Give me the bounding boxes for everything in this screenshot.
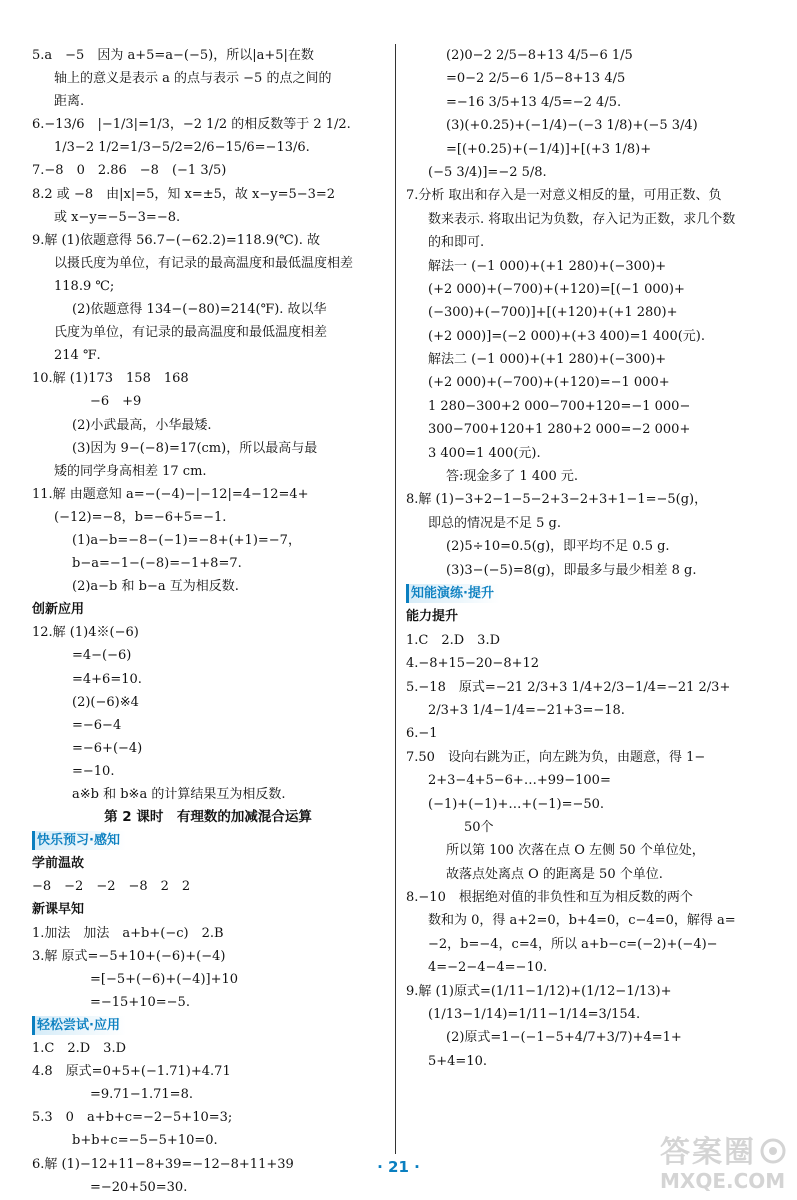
- answer-line: (1)a−b=−8−(−1)=−8+(+1)=−7，: [72, 532, 301, 548]
- answer-line: b+b+c=−5−5+10=0.: [72, 1133, 218, 1149]
- section-banner-label: 快乐预习·感知: [32, 831, 126, 850]
- answer-line: (−5 3/4)]=−2 5/8.: [428, 164, 547, 180]
- answer-line: 故落点处离点 O 的距离是 50 个单位.: [446, 866, 663, 882]
- answer-line: 8.解 (1)−3+2−1−5−2+3−2+3+1−1=−5(g)，: [406, 492, 708, 508]
- column-divider: [395, 44, 396, 1154]
- answer-line: 5.−18 原式=−21 2/3+3 1/4+2/3−1/4=−21 2/3+: [406, 679, 731, 695]
- answer-line: −8 −2 −2 −8 2 2: [32, 879, 191, 895]
- section-banner: [406, 582, 766, 605]
- answer-line: =[(+0.25)+(−1/4)]+[(+3 1/8)+: [446, 141, 652, 157]
- answer-line: (2)依题意得 134−(−80)=214(℉). 故以华: [72, 302, 327, 318]
- answer-line: (+2 000)+(−700)+(+120)=−1 000+: [428, 375, 670, 391]
- answer-line: 9.解 (1)原式=(1/11−1/12)+(1/12−1/13)+: [406, 983, 672, 999]
- answer-line: 118.9 ℃;: [54, 278, 115, 294]
- answer-line: (3)(+0.25)+(−1/4)−(−3 1/8)+(−5 3/4): [446, 118, 698, 134]
- answer-line: 1.C 2.D 3.D: [406, 632, 501, 648]
- answer-line: 氏度为单位，有记录的最高温度和最低温度相差: [54, 325, 328, 341]
- answer-line: 以摄氏度为单位，有记录的最高温度和最低温度相差: [54, 255, 354, 271]
- answer-line: 8.−10 根据绝对值的非负性和互为相反数的两个: [406, 890, 693, 906]
- answer-line: 2/3+3 1/4−1/4=−21+3=−18.: [428, 702, 625, 718]
- answer-line: 214 ℉.: [54, 348, 101, 364]
- answer-line: 5.3 0 a+b+c=−2−5+10=3;: [32, 1110, 233, 1126]
- answer-line: (+2 000)]=(−2 000)+(+3 400)=1 400(元).: [428, 328, 705, 344]
- answer-line: (2)a−b 和 b−a 互为相反数.: [72, 579, 239, 595]
- subsection-heading: 创新应用: [32, 602, 85, 618]
- answer-line: 7.50 设向右跳为正，向左跳为负，由题意，得 1−: [406, 749, 706, 765]
- section-banner-label: 轻松尝试·应用: [32, 1016, 126, 1035]
- answer-line: 1 280−300+2 000−700+120=−1 000−: [428, 398, 691, 414]
- answer-line: (3)3−(−5)=8(g)，即最多与最少相差 8 g.: [446, 562, 697, 578]
- answer-line: 轴上的意义是表示 a 的点与表示 −5 的点之间的: [54, 71, 332, 87]
- section-banner-label: 知能演练·提升: [406, 584, 500, 603]
- answer-line: 6.−13/6 |−1/3|=1/3，−2 1/2 的相反数等于 2 1/2.: [32, 117, 351, 133]
- answer-line: (2)5÷10=0.5(g)，即平均不足 0.5 g.: [446, 539, 670, 555]
- answer-line: 答:现金多了 1 400 元.: [446, 469, 578, 485]
- answer-line: 4.8 原式=0+5+(−1.71)+4.71: [32, 1064, 231, 1080]
- answer-line: (2)原式=1−(−1−5+4/7+3/7)+4=1+: [446, 1030, 682, 1046]
- answer-line: −2，b=−4，c=4，所以 a+b−c=(−2)+(−4)−: [428, 936, 718, 952]
- answer-line: =−20+50=30.: [90, 1179, 188, 1195]
- answer-line: =−6+(−4): [72, 740, 143, 756]
- answer-line: 数和为 0，得 a+2=0，b+4=0，c−4=0，解得 a=: [428, 913, 736, 929]
- answer-line: 3.解 原式=−5+10+(−6)+(−4): [32, 948, 226, 964]
- answer-line: (−300)+(−700)]+[(+120)+(+1 280)+: [428, 305, 678, 321]
- answer-line: 7.−8 0 2.86 −8 (−1 3/5): [32, 163, 227, 179]
- answer-line: 即总的情况是不足 5 g.: [428, 515, 561, 531]
- answer-line: 4.−8+15−20−8+12: [406, 656, 540, 672]
- answer-line: =−16 3/5+13 4/5=−2 4/5.: [446, 94, 622, 110]
- left-column: [32, 44, 384, 1199]
- watermark-url: MXQE.COM: [660, 1169, 786, 1193]
- answer-line: 1.C 2.D 3.D: [32, 1041, 127, 1057]
- answer-line: (1/13−1/14)=1/11−1/14=3/154.: [428, 1007, 641, 1023]
- answer-line: b−a=−1−(−8)=−1+8=7.: [72, 556, 242, 572]
- subsection-heading: 能力提升: [406, 609, 459, 625]
- answer-line: =−6−4: [72, 717, 122, 733]
- watermark-seal-icon: [760, 1138, 786, 1164]
- answer-line: =−10.: [72, 763, 115, 779]
- answer-line: 11.解 由题意知 a=−(−4)−|−12|=4−12=4+: [32, 486, 309, 502]
- section-banner: [32, 1014, 384, 1037]
- answer-line: 解法一 (−1 000)+(+1 280)+(−300)+: [428, 258, 667, 274]
- answer-line: =4−(−6): [72, 648, 132, 664]
- subsection-heading: 新课早知: [32, 902, 85, 918]
- answer-line: 1.加法 加法 a+b+(−c) 2.B: [32, 925, 224, 941]
- lesson-title: 第 2 课时 有理数的加减混合运算: [104, 809, 312, 826]
- answer-line: 3 400=1 400(元).: [428, 445, 541, 461]
- page-number: · 21 ·: [377, 1158, 420, 1176]
- answer-line: (+2 000)+(−700)+(+120)=[(−1 000)+: [428, 281, 685, 297]
- section-banner: [32, 829, 384, 852]
- answer-line: =−15+10=−5.: [90, 994, 190, 1010]
- watermark: [660, 1136, 790, 1196]
- answer-line: (2)小武最高，小华最矮.: [72, 417, 212, 433]
- answer-line: (−1)+(−1)+…+(−1)=−50.: [428, 796, 605, 812]
- answer-line: =0−2 2/5−6 1/5−8+13 4/5: [446, 71, 626, 87]
- answer-line: 所以第 100 次落在点 O 左侧 50 个单位处，: [446, 843, 705, 859]
- answer-line: 9.解 (1)依题意得 56.7−(−62.2)=118.9(℃). 故: [32, 232, 320, 248]
- answer-line: 6.解 (1)−12+11−8+39=−12−8+11+39: [32, 1156, 294, 1172]
- answer-line: 解法二 (−1 000)+(+1 280)+(−300)+: [428, 352, 667, 368]
- answer-line: (−12)=−8，b=−6+5=−1.: [54, 509, 227, 525]
- watermark-text: 答案圈: [660, 1135, 756, 1170]
- answer-line: 4=−2−4−4=−10.: [428, 960, 548, 976]
- answer-line: (3)因为 9−(−8)=17(cm)，所以最高与最: [72, 440, 318, 456]
- answer-line: 5+4=10.: [428, 1053, 488, 1069]
- answer-line: 10.解 (1)173 158 168: [32, 371, 189, 387]
- answer-line: 6.−1: [406, 726, 438, 742]
- right-column: [406, 44, 766, 1073]
- answer-line: 的和即可.: [428, 235, 485, 251]
- answer-line: 数来表示. 将取出记为负数，存入记为正数，求几个数: [428, 211, 736, 227]
- answer-line: 300−700+120+1 280+2 000=−2 000+: [428, 422, 691, 438]
- answer-line: =9.71−1.71=8.: [90, 1087, 193, 1103]
- answer-line: 距离.: [54, 94, 85, 110]
- answer-line: 或 x−y=−5−3=−8.: [54, 209, 181, 225]
- answer-line: 5.a −5 因为 a+5=a−(−5)，所以|a+5|在数: [32, 48, 314, 63]
- answer-line: a※b 和 b※a 的计算结果互为相反数.: [72, 787, 286, 802]
- answer-line: 50个: [464, 819, 494, 835]
- answer-line: 8.2 或 −8 由|x|=5，知 x=±5，故 x−y=5−3=2: [32, 186, 336, 202]
- answer-line: 1/3−2 1/2=1/3−5/2=2/6−15/6=−13/6.: [54, 140, 310, 156]
- answer-line: 12.解 (1)4※(−6): [32, 625, 139, 641]
- answer-line: (2)(−6)※4: [72, 694, 139, 710]
- subsection-heading: 学前温故: [32, 856, 85, 872]
- answer-line: (2)0−2 2/5−8+13 4/5−6 1/5: [446, 48, 633, 63]
- answer-line: 7.分析 取出和存入是一对意义相反的量，可用正数、负: [406, 188, 722, 204]
- answer-line: =[−5+(−6)+(−4)]+10: [90, 971, 239, 987]
- answer-line: =4+6=10.: [72, 671, 142, 687]
- answer-line: 矮的同学身高相差 17 cm.: [54, 463, 207, 479]
- answer-line: 2+3−4+5−6+…+99−100=: [428, 773, 611, 789]
- answer-line: −6 +9: [90, 394, 142, 410]
